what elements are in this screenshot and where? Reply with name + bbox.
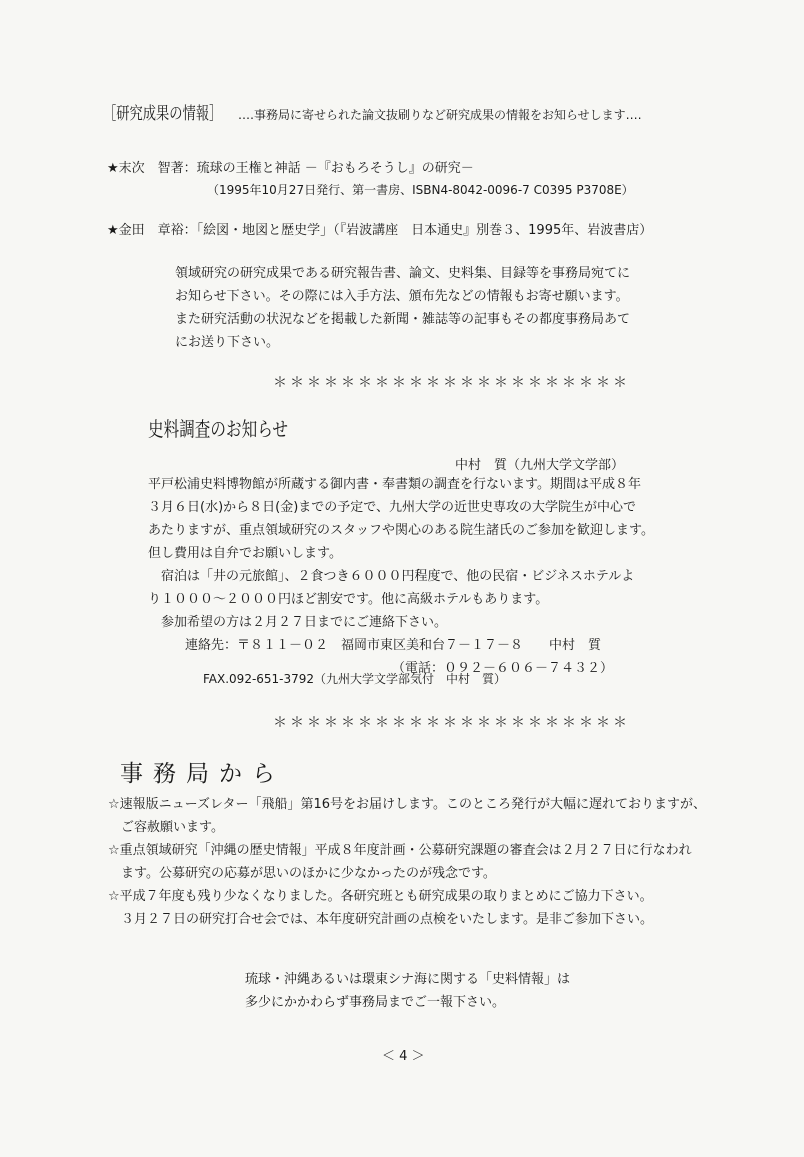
- entry-1-details: （1995年10月27日発行、第一書房、ISBN4-8042-0096-7 C0395 P3708E）: [207, 183, 634, 197]
- survey-notice-heading: 史料調査のお知らせ: [148, 417, 288, 441]
- research-results-heading: ［研究成果の情報］: [103, 104, 223, 124]
- page-number: ＜ 4 ＞: [382, 1049, 425, 1064]
- secretariat-item-line: ☆重点領域研究「沖縄の歴史情報」平成８年度計画・公募研究課題の審査会は２月２７日に行なわれ: [108, 843, 692, 858]
- divider-stars: ＊＊＊＊＊＊＊＊＊＊＊＊＊＊＊＊＊＊＊＊＊: [273, 715, 630, 731]
- secretariat-item-line: ☆平成７年度も残り少なくなりました。各研究班とも研究成果の取りまとめにご協力下さい。: [108, 889, 653, 904]
- secretariat-item-line: ☆速報版ニューズレター「飛船」第16号をお届けします。このところ発行が大幅に遅れておりますが、: [108, 797, 706, 812]
- notice-line: にお送り下さい。: [175, 335, 280, 350]
- contact-fax: FAX.092-651-3792（九州大学文学部気付 中村 質）: [203, 672, 507, 686]
- survey-body-line: ３月６日(水)から８日(金)までの予定で、九州大学の近世史専攻の大学院生が中心で: [148, 500, 637, 515]
- secretariat-item-line: ３月２７日の研究打合せ会では、本年度研究計画の点検をいたします。是非ご参加下さい。: [108, 912, 653, 927]
- survey-body-line: 宿泊は「井の元旅館」、２食つき６０００円程度で、他の民宿・ビジネスホテルよ: [148, 569, 635, 584]
- secretariat-heading: 事務局から: [120, 761, 285, 787]
- entry-1-title: ★末次 智著：琉球の王権と神話 －『おもろそうし』の研究－: [107, 161, 474, 176]
- survey-body-line: り１０００～２０００円ほど割安です。他に高級ホテルもあります。: [148, 592, 549, 607]
- survey-body-line: あたりますが、重点領域研究のスタッフや関心のある院生諸氏のご参加を歓迎します。: [148, 523, 654, 538]
- research-results-tagline: ‥‥事務局に寄せられた論文抜刷りなど研究成果の情報をお知らせします‥‥: [238, 108, 642, 122]
- divider-stars: ＊＊＊＊＊＊＊＊＊＊＊＊＊＊＊＊＊＊＊＊＊: [273, 375, 630, 391]
- closing-line: 琉球・沖縄あるいは環東シナ海に関する「史料情報」は: [245, 972, 571, 987]
- contact-address: 連絡先：〒８１１－０２ 福岡市東区美和台７－１７－８ 中村 質: [185, 638, 602, 653]
- secretariat-item-line: ます。公募研究の応募が思いのほかに少なかったのが残念です。: [108, 866, 496, 881]
- survey-body-line: 平戸松浦史料博物館が所蔵する御内書・奉書類の調査を行ないます。期間は平成８年: [148, 477, 641, 492]
- survey-body-line: 参加希望の方は２月２７日までにご連絡下さい。: [148, 615, 448, 630]
- notice-line: また研究活動の状況などを掲載した新聞・雑誌等の記事もその都度事務局あて: [175, 312, 631, 327]
- secretariat-item-line: ご容赦願います。: [108, 820, 224, 835]
- notice-line: 領域研究の研究成果である研究報告書、論文、史料集、目録等を事務局宛てに: [175, 266, 631, 281]
- notice-line: お知らせ下さい。その際には入手方法、頒布先などの情報もお寄せ願います。: [175, 289, 629, 304]
- survey-author: 中村 質（九州大学文学部）: [455, 458, 625, 473]
- entry-2-title: ★金田 章裕：「絵図・地図と歴史学」（『岩波講座 日本通史』別巻３、1995年、岩波書店）: [107, 223, 653, 238]
- survey-body-line: 但し費用は自弁でお願いします。: [148, 546, 342, 561]
- contact-phone: （電話：０９２－６０６－７４３２）: [392, 661, 614, 676]
- closing-line: 多少にかかわらず事務局までご一報下さい。: [245, 995, 506, 1010]
